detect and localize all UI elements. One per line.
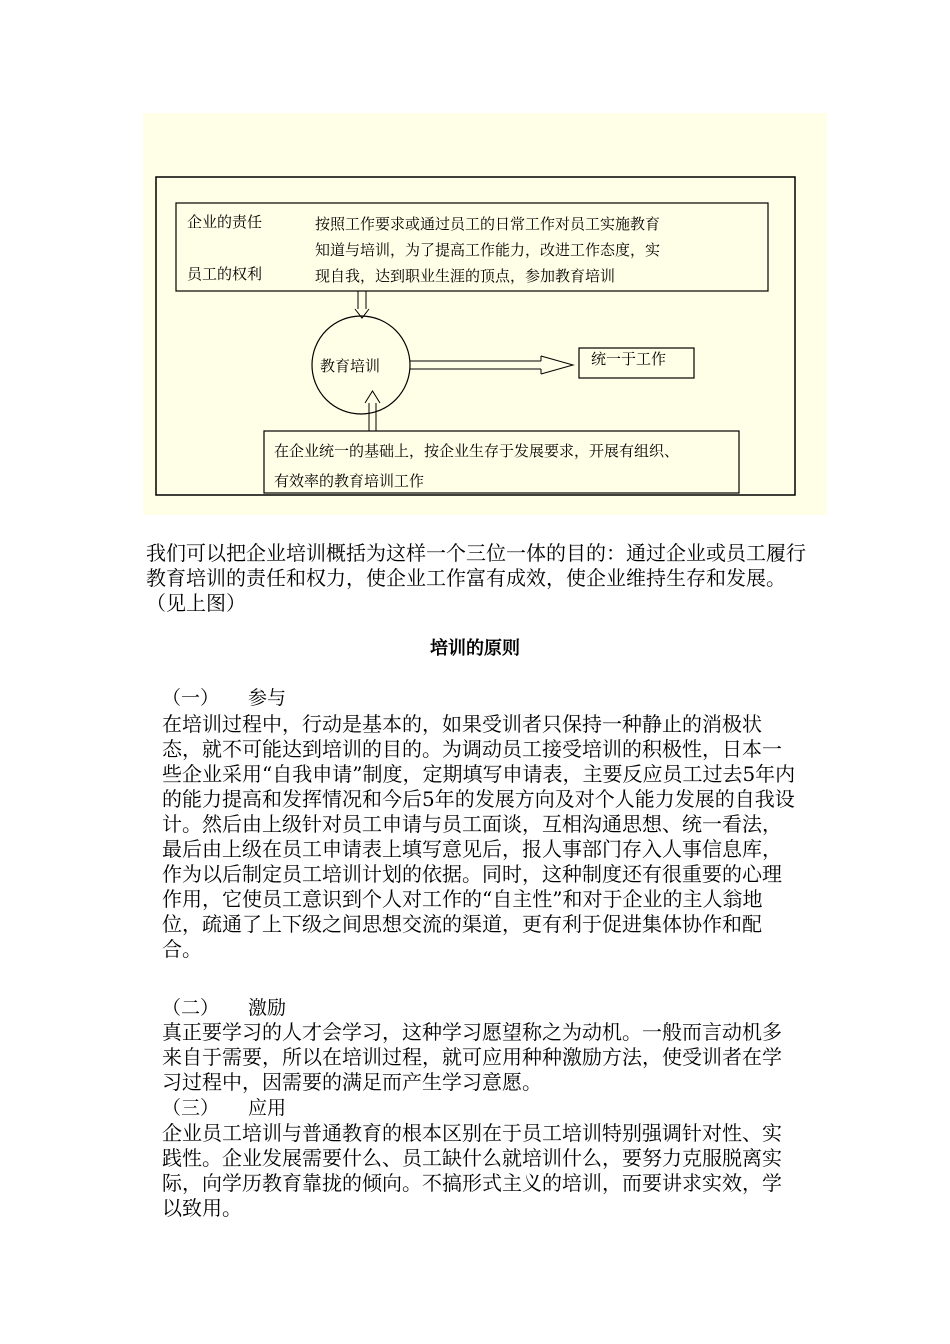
- bottom-text: [274, 436, 679, 496]
- section-body: 真正要学习的人才会学习，这种学习愿望称之为动机。一般而言动机多来自于需要，所以在培训过程，就可应用种种激励方法，使受训者在学习过程中，因需要的满足而产生学习意愿。: [162, 1020, 782, 1094]
- responsibility-label: 企业的责任: [187, 213, 263, 231]
- intro-paragraph: 我们可以把企业培训概括为这样一个三位一体的目的：通过企业或员工履行教育培训的责任和权力，使企业工作富有成效，使企业维持生存和发展。（见上图）: [146, 541, 806, 615]
- section-name: 应用: [248, 1097, 287, 1119]
- down-arrow: [355, 291, 369, 318]
- section-title: [162, 996, 286, 1020]
- description-text: [315, 211, 660, 289]
- center-label: 教育培训: [320, 357, 381, 375]
- training-diagram: [143, 113, 827, 515]
- right-arrow: [410, 356, 573, 374]
- description-line: 现自我，达到职业生涯的顶点，参加教育培训: [315, 267, 616, 285]
- description-line: 知道与培训，为了提高工作能力，改进工作态度，实: [315, 241, 661, 259]
- section-body: 企业员工培训与普通教育的根本区别在于员工培训特别强调针对性、实践性。企业发展需要什么、员工缺什么就培训什么，要努力克服脱离实际，向学历教育靠拢的倾向。不搞形式主义的培训，而要讲求实效，学以致用。: [162, 1121, 782, 1220]
- section-number: （一）: [162, 687, 220, 709]
- section-name: 激励: [248, 997, 287, 1019]
- bottom-line: 有效率的教育培训工作: [274, 472, 425, 490]
- rights-label: 员工的权利: [187, 265, 263, 283]
- section-title: [162, 686, 286, 710]
- outcome-label: 统一于工作: [591, 350, 667, 368]
- description-line: 按照工作要求或通过员工的日常工作对员工实施教育: [315, 215, 661, 233]
- bottom-line: 在企业统一的基础上，按企业生存于发展要求，开展有组织、: [274, 442, 680, 460]
- section-name: 参与: [248, 687, 287, 709]
- section-number: （二）: [162, 997, 220, 1019]
- section-number: （三）: [162, 1097, 220, 1119]
- section-heading: 培训的原则: [430, 638, 520, 659]
- section-body: 在培训过程中，行动是基本的，如果受训者只保持一种静止的消极状态，就不可能达到培训的目的。为调动员工接受培训的积极性，日本一些企业采用“自我申请”制度，定期填写申请表，主要反应员工过去5年内的能力提高和发挥情况和今后5年的发展方向及对个人能力发展的自我设计。然后由上级针对员工申请与员工面谈，互相沟通思想、统一看法，最后由上级在员工申请表上填写意见后，报人事部门存入人事信息库，作为以后制定员工培训计划的依据。同时，这种制度还有很重要的心理作用，它使员工意识到个人对工作的“自主性”和对于企业的主人翁地位，疏通了上下级之间思想交流的渠道，更有利于促进集体协作和配合。: [162, 712, 796, 961]
- section-title: [162, 1096, 286, 1120]
